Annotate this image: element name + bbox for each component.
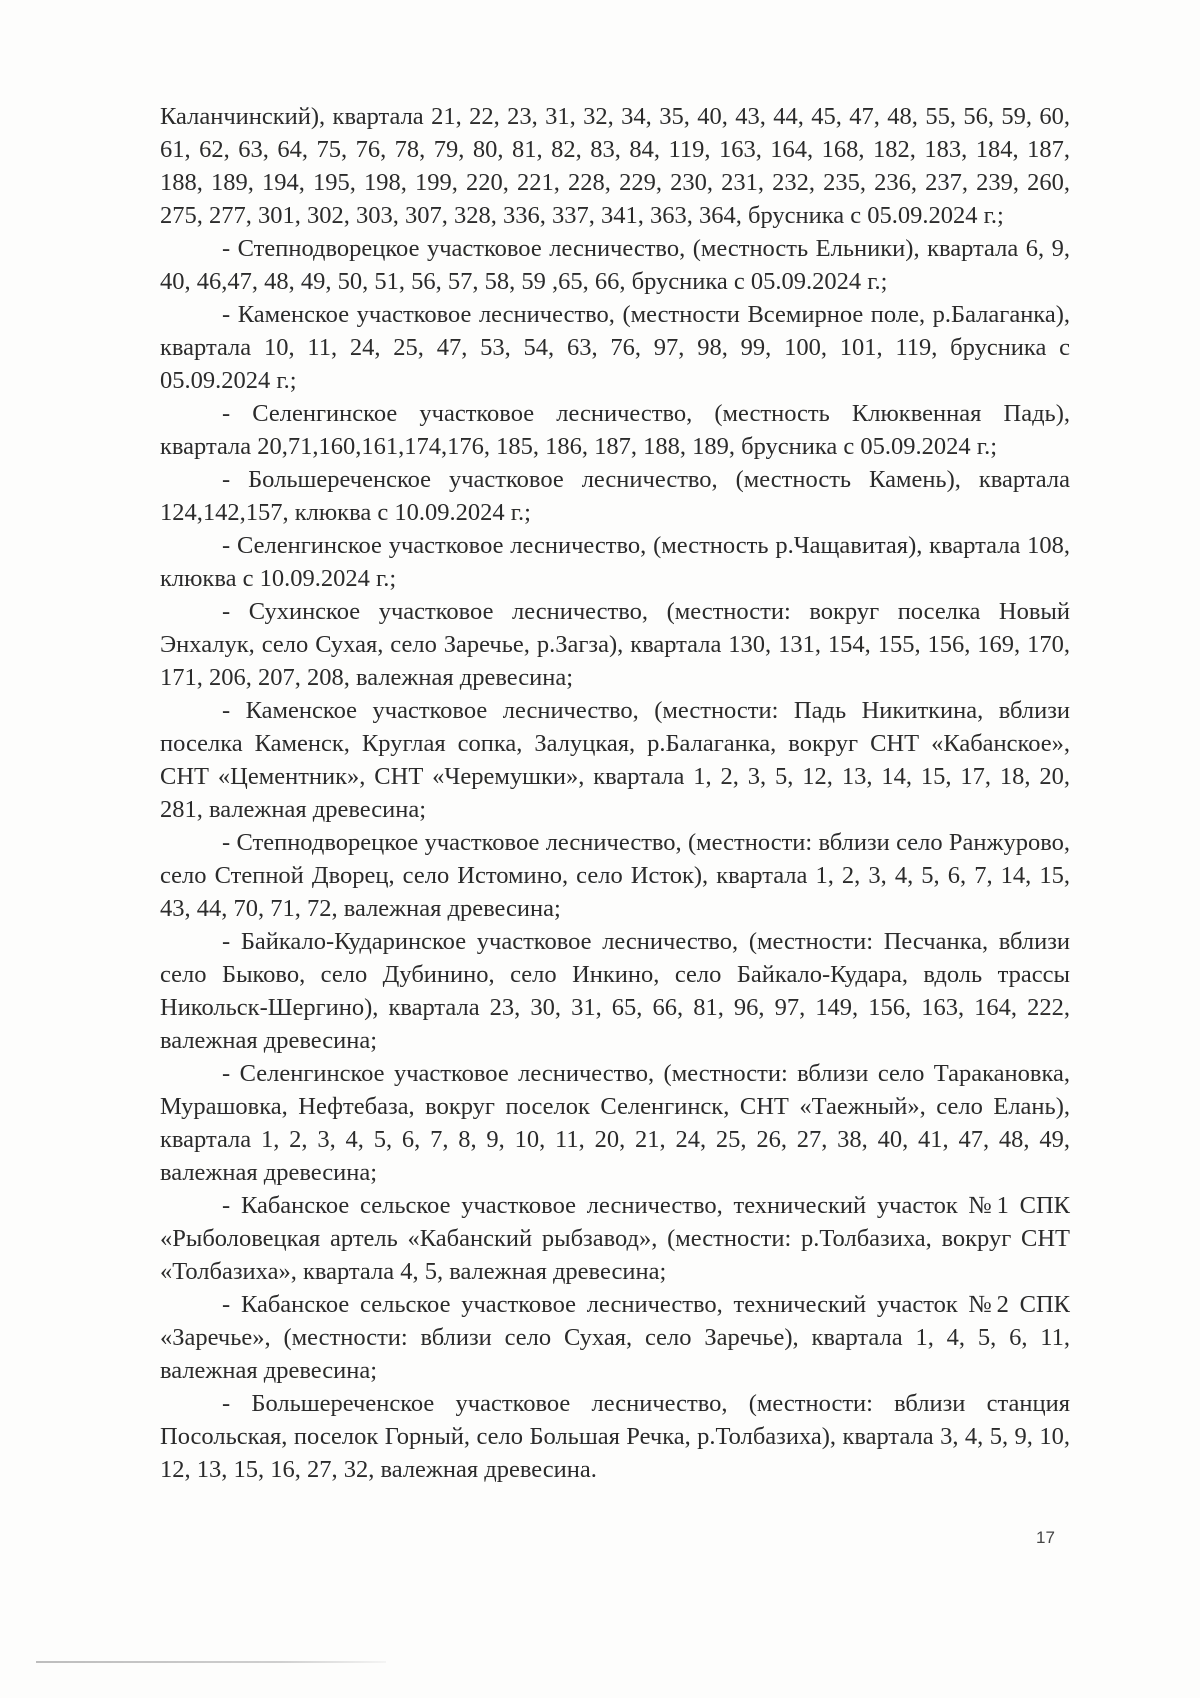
paragraph-sukhinskoe-valezh: - Сухинское участковое лесничество, (местности: вокруг поселка Новый Энхалук, село Сухая, село Заречье, р.Загза), квартала 130, 131, 154, 155, 156, 169, 170, 171, 206, 207, 208, валежная древесина; — [160, 598, 1070, 691]
document-body — [160, 100, 1070, 1486]
paragraph-stepnodvoretskoe-elniki: - Степнодворецкое участковое лесничество, (местность Ельники), квартала 6, 9, 40, 46,47, 48, 49, 50, 51, 56, 57, 58, 59 ,65, 66, брусника с 05.09.2024 г.; — [160, 235, 1070, 295]
paragraph-kabanskoe-uchastok-1: - Кабанское сельское участковое лесничество, технический участок №1 СПК «Рыболовецкая артель «Кабанский рыбзавод», (местности: р.Толбазиха, вокруг СНТ «Толбазиха», квартала 4, 5, валежная древесина; — [160, 1192, 1070, 1285]
page-number: 17 — [1036, 1528, 1055, 1547]
paragraph-baikalo-kudarinskoe-valezh: - Байкало-Кударинское участковое лесничество, (местности: Песчанка, вблизи село Быково, село Дубинино, село Инкино, село Байкало-Кудара, вдоль трассы Никольск-Шергино), квартала 23, 30, 31, 65, 66, 81, 96, 97, 149, 156, 163, 164, 222, валежная древесина; — [160, 928, 1070, 1054]
paragraph-selenginskoe-chaschavitaya: - Селенгинское участковое лесничество, (местность р.Чащавитая), квартала 108, клюква с 10.09.2024 г.; — [160, 532, 1070, 592]
paragraph-kabanskoe-uchastok-2: - Кабанское сельское участковое лесничество, технический участок №2 СПК «Заречье», (местности: вблизи село Сухая, село Заречье), квартала 1, 4, 5, 6, 11, валежная древесина; — [160, 1291, 1070, 1384]
scan-artifact-line — [36, 1661, 386, 1663]
paragraph-bolsherechenskoe-valezh: - Большереченское участковое лесничество, (местности: вблизи станция Посольская, поселок Горный, село Большая Речка, р.Толбазиха), квартала 3, 4, 5, 9, 10, 12, 13, 15, 16, 27, 32, валежная древесина. — [160, 1390, 1070, 1483]
paragraph-selenginskoe-valezh: - Селенгинское участковое лесничество, (местности: вблизи село Таракановка, Мурашовка, Нефтебаза, вокруг поселок Селенгинск, СНТ «Таежный», село Елань), квартала 1, 2, 3, 4, 5, 6, 7, 8, 9, 10, 11, 20, 21, 24, 25, 26, 27, 38, 40, 41, 47, 48, 49, валежная древесина; — [160, 1060, 1070, 1186]
paragraph-selenginskoe-klyukvennaya-pad: - Селенгинское участковое лесничество, (местность Клюквенная Падь), квартала 20,71,160,161,174,176, 185, 186, 187, 188, 189, брусника с 05.09.2024 г.; — [160, 400, 1070, 460]
paragraph-bolsherechenskoe-kamen: - Большереченское участковое лесничество, (местность Камень), квартала 124,142,157, клюква с 10.09.2024 г.; — [160, 466, 1070, 526]
paragraph-kamenskoe-vsemirnoe-pole: - Каменское участковое лесничество, (местности Всемирное поле, р.Балаганка), квартала 10, 11, 24, 25, 47, 53, 54, 63, 76, 97, 98, 99, 100, 101, 119, брусника с 05.09.2024 г.; — [160, 301, 1070, 394]
paragraph-kamenskoe-valezh: - Каменское участковое лесничество, (местности: Падь Никиткина, вблизи поселка Каменск, Круглая сопка, Залуцкая, р.Балаганка, вокруг СНТ «Кабанское», СНТ «Цементник», СНТ «Черемушки», квартала 1, 2, 3, 5, 12, 13, 14, 15, 17, 18, 20, 281, валежная древесина; — [160, 697, 1070, 823]
paragraph-kalanchinsky-continuation: Каланчинский), квартала 21, 22, 23, 31, 32, 34, 35, 40, 43, 44, 45, 47, 48, 55, 56, 59, 60, 61, 62, 63, 64, 75, 76, 78, 79, 80, 81, 82, 83, 84, 119, 163, 164, 168, 182, 183, 184, 187, 188, 189, 194, 195, 198, 199, 220, 221, 228, 229, 230, 231, 232, 235, 236, 237, 239, 260, 275, 277, 301, 302, 303, 307, 328, 336, 337, 341, 363, 364, брусника с 05.09.2024 г.; — [160, 103, 1070, 229]
paragraph-stepnodvoretskoe-valezh: - Степнодворецкое участковое лесничество, (местности: вблизи село Ранжурово, село Степной Дворец, село Истомино, село Исток), квартала 1, 2, 3, 4, 5, 6, 7, 14, 15, 43, 44, 70, 71, 72, валежная древесина; — [160, 829, 1070, 922]
